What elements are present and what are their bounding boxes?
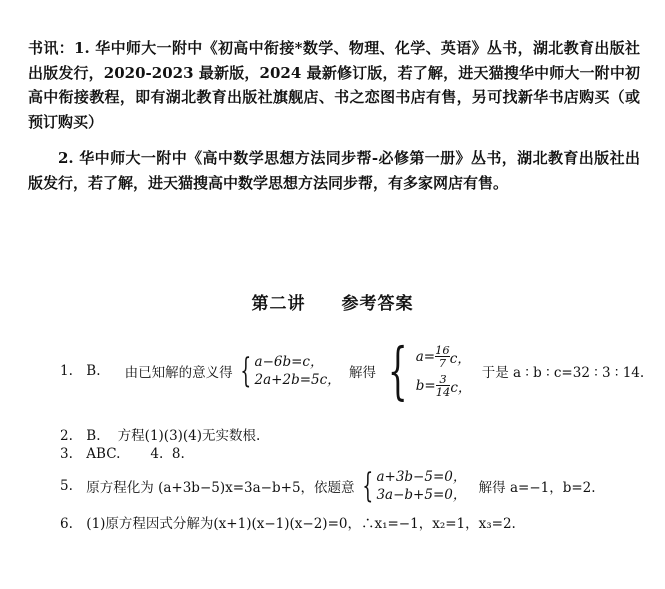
answer-text: (1)原方程因式分解为(x+1)(x−1)(x−2)=0，∴x₁=−1，x₂=1，x₃=2. <box>86 516 516 532</box>
answer-6 <box>60 512 516 532</box>
answer-lead-text: 原方程化为 (a+3b−5)x=3a−b+5，依题意 <box>86 480 355 496</box>
answer-2 <box>60 424 260 444</box>
answer-number: 3. <box>60 446 73 462</box>
fraction: $\frac{3}{14}$ <box>435 372 451 399</box>
brace-icon: { <box>388 334 408 407</box>
notice-paragraph-2: 2. 华中师大一附中《高中数学思想方法同步帮-必修第一册》丛书，湖北教育出版社出版发行，若了解，进天猫搜高中数学思想方法同步帮，有多家网店有售。 <box>28 149 640 192</box>
equation-system <box>237 353 341 389</box>
book-notice <box>28 36 640 196</box>
answer-number: 1. <box>60 362 73 379</box>
answer-text: B. 方程(1)(3)(4)无实数根. <box>86 428 261 444</box>
answer-3-4 <box>60 446 185 462</box>
answer-result: 解得 a=−1，b=2. <box>478 480 596 496</box>
solution-a: a= $\frac{16}{7}$ c， <box>415 343 471 370</box>
fraction: $\frac{16}{7}$ <box>435 343 450 370</box>
answer-number: 5. <box>60 477 73 494</box>
solution-system <box>380 334 472 407</box>
system-equation-1: a−6b=c， <box>254 354 324 370</box>
answer-number: 6. <box>60 516 73 532</box>
section-title-answers: 参考答案 <box>341 294 414 314</box>
answer-lead-text: 由已知解的意义得 <box>124 365 233 381</box>
equation-system <box>359 468 467 504</box>
answer-5 <box>60 468 596 504</box>
section-title <box>0 289 665 314</box>
ratio-result: 于是 a ∶ b ∶ c=32 ∶ 3 ∶ 14. <box>481 365 645 381</box>
system-equation-2: 2a+2b=5c， <box>254 372 341 388</box>
solution-b: b= $\frac{3}{14}$ c， <box>415 372 472 399</box>
answer-choice: B. <box>86 363 101 379</box>
answer-1 <box>60 334 645 407</box>
section-title-lecture: 第二讲 <box>251 294 306 314</box>
brace-icon: { <box>240 351 252 391</box>
answer-number: 2. <box>60 428 73 444</box>
system-equation-1: a+3b−5=0， <box>376 469 467 485</box>
answer-text: ABC. 4. 8. <box>86 446 185 462</box>
brace-icon: { <box>362 466 374 506</box>
solve-label: 解得 <box>348 365 376 381</box>
notice-paragraph-1: 书讯：1. 华中师大一附中《初高中衔接*数学、物理、化学、英语》丛书，湖北教育出版社出版发行，2020-2023 最新版，2024 最新修订版，若了解，进天猫搜华中师大一附中初高中衔接教程，即有湖北教育出版社旗舰店、书之恋图书店有售，另可找新华书店购买（或预订购买） <box>28 39 640 131</box>
system-equation-2: 3a−b+5=0， <box>376 487 467 503</box>
